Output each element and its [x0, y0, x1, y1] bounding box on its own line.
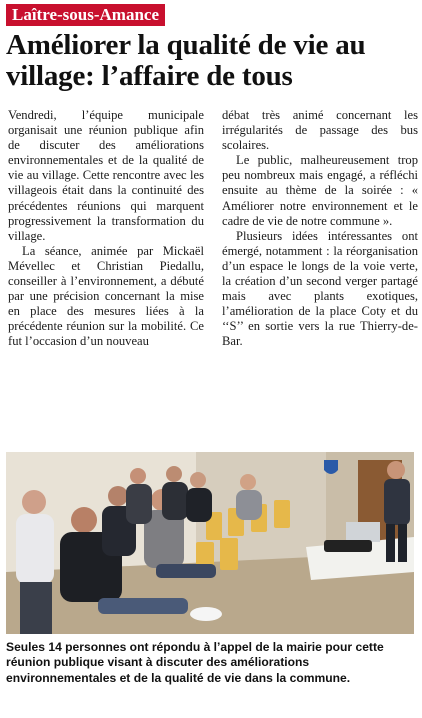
section-kicker: Laître-sous-Amance — [6, 4, 165, 26]
article-paragraph: Plusieurs idées intéressantes ont émergé, notamment : la réorganisation d’un espace le longs de la voie verte, la création d’un second verger partagé mais avec plants exotiques, l’amélioration de la place Coty et du ‘‘S’’ en sortie vers la rue Thierry-de-Bar. — [222, 228, 418, 349]
photo-caption: Seules 14 personnes ont répondu à l’appel de la mairie pour cette réunion publique visant à discuter des améliorations environnementales et de la qualité de vie dans la commune. — [6, 640, 384, 685]
article-paragraph: Vendredi, l’équipe municipale organisait une réunion publique afin de discuter des améliorations environnementales et de la qualité de vie au village. Cette rencontre avec les villageois était dans la continuité des précédentes réunions qui marquent progressivement la transformation du village. — [8, 108, 204, 243]
article-column-left — [8, 108, 204, 350]
article-headline: Améliorer la qualité de vie au village: l’affaire de tous — [6, 29, 366, 92]
article-column-right — [222, 108, 418, 350]
article-paragraph: La séance, animée par Mickaël Mévellec et Christian Piedallu, conseiller à l’environnement, a débuté par une précision concernant la mise en place des mesures liées à la précédente réunion sur la mobilité. Ce fut l’occasion d’un nouveau — [8, 243, 204, 349]
meeting-photo-illustration — [6, 452, 414, 634]
article-paragraph: Le public, malheureusement trop peu nombreux mais engagé, a réfléchi ensuite au thème de la soirée : « Améliorer notre environnement et le cadre de vie de notre commune ». — [222, 153, 418, 228]
meeting-photo — [6, 452, 414, 634]
article-paragraph: débat très animé concernant les irrégularités de passage des bus scolaires. — [222, 108, 418, 153]
